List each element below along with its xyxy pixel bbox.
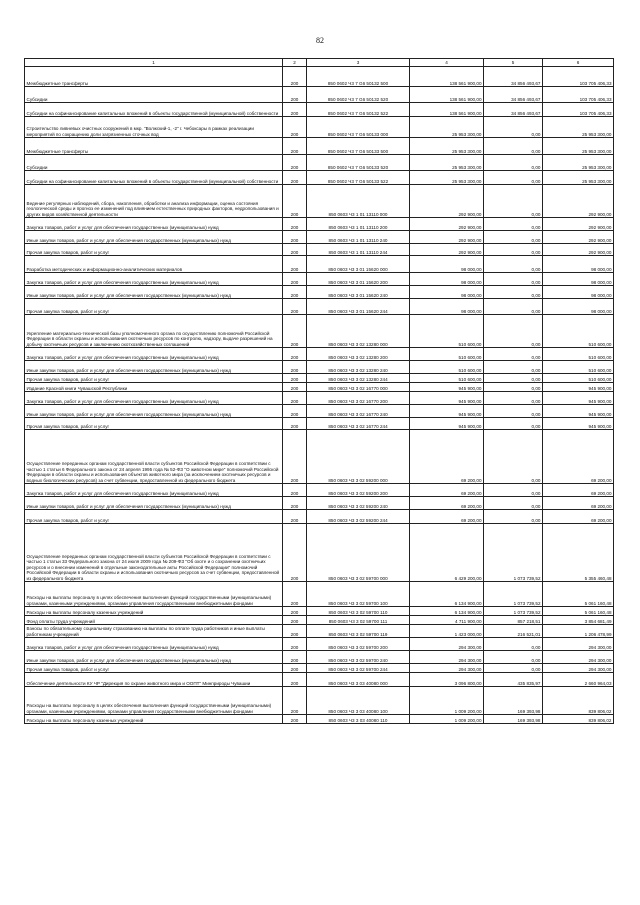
row-value-6: 294 300,00 xyxy=(543,651,614,664)
row-code: 850 0603 Ч3 3 02 59700 119 xyxy=(307,625,410,638)
row-name: Фонд оплаты труда учреждений xyxy=(25,616,283,625)
row-col2: 200 xyxy=(283,430,307,484)
row-value-4: 69 200,00 xyxy=(410,510,484,524)
row-value-4: 138 561 900,00 xyxy=(410,67,484,87)
row-value-5: 0,00 xyxy=(484,185,543,218)
table-row xyxy=(25,231,614,244)
row-name: Закупка товаров, работ и услуг для обеспечения государственных (муниципальных) нужд xyxy=(25,218,283,231)
row-value-4: 6 134 900,00 xyxy=(410,582,484,607)
table-row xyxy=(25,651,614,664)
row-col2: 200 xyxy=(283,607,307,616)
row-col2: 200 xyxy=(283,687,307,715)
table-row xyxy=(25,299,614,315)
budget-table xyxy=(24,58,614,724)
row-name: Прочая закупка товаров, работ и услуг xyxy=(25,664,283,673)
row-code: 850 0603 Ч3 3 02 13280 000 xyxy=(307,315,410,348)
row-value-4: 1 009 200,00 xyxy=(410,715,484,724)
table-row xyxy=(25,117,614,138)
row-value-6: 25 953 300,00 xyxy=(543,171,614,185)
row-value-5: 0,00 xyxy=(484,383,543,392)
row-value-5: 0,00 xyxy=(484,374,543,383)
row-name: Расходы на выплаты персоналу казенных учреждений xyxy=(25,715,283,724)
table-row xyxy=(25,524,614,582)
row-code: 850 0603 Ч3 3 02 16770 000 xyxy=(307,383,410,392)
row-value-5: 0,00 xyxy=(484,286,543,299)
row-name: Иные закупки товаров, работ и услуг для обеспечения государственных (муниципальных) нужд xyxy=(25,405,283,418)
row-name: Осуществление переданных органам государственной власти субъектов Российской Федерации в соответствии с частью 1 статьи 6 Федерального закона от 24 апреля 1995 года № 52-ФЗ "О животном мире" полномочий Российской Федерации в области охраны и использования объектов животного мира (за исключением охотничьих ресурсов и водных биологических ресурсов) за счет субвенции, предоставленной из федерального бюджета xyxy=(25,430,283,484)
row-value-6: 294 300,00 xyxy=(543,638,614,651)
row-col2: 200 xyxy=(283,218,307,231)
row-value-4: 510 600,00 xyxy=(410,315,484,348)
row-code: 850 0603 Ч3 3 02 59200 200 xyxy=(307,484,410,497)
row-value-5: 0,00 xyxy=(484,348,543,361)
row-value-6: 98 000,00 xyxy=(543,256,614,273)
row-code: 850 0603 Ч3 3 02 59700 000 xyxy=(307,524,410,582)
row-name: Закупка товаров, работ и услуг для обеспечения государственных (муниципальных) нужд xyxy=(25,484,283,497)
row-value-5: 169 393,98 xyxy=(484,687,543,715)
page-number: 82 xyxy=(316,36,324,45)
row-col2: 200 xyxy=(283,497,307,510)
row-code: 850 0603 Ч3 3 02 59700 244 xyxy=(307,664,410,673)
row-name: Строительство ливневых очистных сооружений в мкр. "Волжский-1, -2" г. Чебоксары в рамках реализации мероприятий по сокращению доли загрязненных сточных вод xyxy=(25,117,283,138)
row-name: Прочая закупка товаров, работ и услуг xyxy=(25,299,283,315)
row-code: 850 0603 Ч3 3 02 59700 240 xyxy=(307,651,410,664)
row-code: 850 0603 Ч3 3 02 59700 200 xyxy=(307,638,410,651)
row-name: Ведение регулярных наблюдений, сбора, накопления, обработки и анализа информации, оценка состояния геологической среды и прогноз ее изменений под влиянием естественных природных факторов, недропользования и других видов хозяйственной деятельности xyxy=(25,185,283,218)
row-code: 850 0603 Ч3 3 02 16770 240 xyxy=(307,405,410,418)
header-cell: 2 xyxy=(283,59,307,67)
row-code: 850 0603 Ч3 1 01 13110 000 xyxy=(307,185,410,218)
row-value-6: 98 000,00 xyxy=(543,273,614,286)
table-row xyxy=(25,87,614,103)
row-col2: 200 xyxy=(283,286,307,299)
row-value-4: 945 900,00 xyxy=(410,383,484,392)
row-col2: 200 xyxy=(283,273,307,286)
table-row xyxy=(25,138,614,155)
row-name: Субсидии на софинансирование капитальных вложений в объекты государственной (муниципальной) собственности xyxy=(25,103,283,117)
row-code: 850 0603 Ч3 3 02 59700 110 xyxy=(307,607,410,616)
row-name: Обеспечение деятельности КУ ЧР "Дирекция по охране животного мира и ООПТ" Минприроды Чувашии xyxy=(25,673,283,687)
row-name: Расходы на выплаты персоналу в целях обеспечения выполнения функций государственными (муниципальными) органами, казенными учреждениями, органами управления государственными внебюджетными фондами xyxy=(25,687,283,715)
row-value-6: 510 600,00 xyxy=(543,374,614,383)
table-row xyxy=(25,155,614,171)
row-name: Межбюджетные трансферты xyxy=(25,138,283,155)
row-col2: 200 xyxy=(283,138,307,155)
row-code: 850 0603 Ч3 3 03 40080 100 xyxy=(307,687,410,715)
row-col2: 200 xyxy=(283,524,307,582)
row-value-5: 0,00 xyxy=(484,484,543,497)
row-value-6: 3 854 681,49 xyxy=(543,616,614,625)
row-name: Субсидии xyxy=(25,155,283,171)
table-row xyxy=(25,664,614,673)
row-value-4: 510 600,00 xyxy=(410,374,484,383)
row-value-6: 5 355 460,48 xyxy=(543,524,614,582)
row-name: Расходы на выплаты персоналу казенных учреждений xyxy=(25,607,283,616)
row-value-6: 25 953 300,00 xyxy=(543,138,614,155)
row-code: 850 0603 Ч3 3 02 13280 200 xyxy=(307,348,410,361)
row-value-5: 857 218,51 xyxy=(484,616,543,625)
row-code: 850 0603 Ч3 3 01 15620 244 xyxy=(307,299,410,315)
row-col2: 200 xyxy=(283,87,307,103)
row-value-5: 0,00 xyxy=(484,418,543,430)
row-code: 850 0603 Ч3 3 02 16770 244 xyxy=(307,418,410,430)
table-row xyxy=(25,687,614,715)
row-value-5: 0,00 xyxy=(484,638,543,651)
row-value-6: 25 953 300,00 xyxy=(543,117,614,138)
table-row xyxy=(25,673,614,687)
row-value-6: 25 953 300,00 xyxy=(543,155,614,171)
row-name: Иные закупки товаров, работ и услуг для обеспечения государственных (муниципальных) нужд xyxy=(25,651,283,664)
row-name: Закупка товаров, работ и услуг для обеспечения государственных (муниципальных) нужд xyxy=(25,392,283,405)
table-row xyxy=(25,638,614,651)
row-code: 850 0603 Ч3 1 01 13110 200 xyxy=(307,218,410,231)
row-name: Закупка товаров, работ и услуг для обеспечения государственных (муниципальных) нужд xyxy=(25,348,283,361)
row-code: 850 0602 Ч3 7 G6 50132 520 xyxy=(307,87,410,103)
row-code: 850 0603 Ч3 3 01 15620 200 xyxy=(307,273,410,286)
row-name: Иные закупки товаров, работ и услуг для обеспечения государственных (муниципальных) нужд xyxy=(25,231,283,244)
row-value-6: 103 705 406,33 xyxy=(543,67,614,87)
row-code: 850 0603 Ч3 3 02 59200 244 xyxy=(307,510,410,524)
row-value-4: 292 900,00 xyxy=(410,218,484,231)
table-row xyxy=(25,616,614,625)
row-code: 850 0603 Ч3 3 02 13280 244 xyxy=(307,374,410,383)
row-name: Издание Красной книги Чувашской Республики xyxy=(25,383,283,392)
header-cell: 1 xyxy=(25,59,283,67)
row-value-6: 103 705 406,33 xyxy=(543,87,614,103)
row-code: 850 0602 Ч3 7 G6 50133 522 xyxy=(307,171,410,185)
row-value-6: 510 600,00 xyxy=(543,348,614,361)
row-name: Иные закупки товаров, работ и услуг для обеспечения государственных (муниципальных) нужд xyxy=(25,361,283,374)
row-value-5: 0,00 xyxy=(484,315,543,348)
row-value-5: 0,00 xyxy=(484,405,543,418)
row-value-6: 945 900,00 xyxy=(543,405,614,418)
row-value-4: 510 600,00 xyxy=(410,348,484,361)
row-col2: 200 xyxy=(283,117,307,138)
row-value-6: 98 000,00 xyxy=(543,286,614,299)
table-row xyxy=(25,392,614,405)
row-col2: 200 xyxy=(283,651,307,664)
row-name: Расходы на выплаты персоналу в целях обеспечения выполнения функций государственными (муниципальными) органами, казенными учреждениями, органами управления государственными внебюджетными фондами xyxy=(25,582,283,607)
row-value-4: 3 096 800,00 xyxy=(410,673,484,687)
row-col2: 200 xyxy=(283,418,307,430)
table-row xyxy=(25,67,614,87)
row-code: 850 0603 Ч3 3 02 59700 100 xyxy=(307,582,410,607)
row-code: 850 0602 Ч3 7 G6 50133 520 xyxy=(307,155,410,171)
row-value-4: 69 200,00 xyxy=(410,497,484,510)
row-col2: 200 xyxy=(283,244,307,256)
row-value-5: 1 073 739,52 xyxy=(484,582,543,607)
table-row xyxy=(25,103,614,117)
row-code: 850 0602 Ч3 7 G6 50132 522 xyxy=(307,103,410,117)
row-value-5: 1 073 739,52 xyxy=(484,524,543,582)
row-value-5: 0,00 xyxy=(484,430,543,484)
row-value-5: 34 856 493,67 xyxy=(484,87,543,103)
row-value-4: 98 000,00 xyxy=(410,256,484,273)
row-value-4: 945 900,00 xyxy=(410,392,484,405)
row-code: 850 0603 Ч3 3 03 40080 000 xyxy=(307,673,410,687)
header-cell: 4 xyxy=(410,59,484,67)
row-value-6: 98 000,00 xyxy=(543,299,614,315)
row-value-5: 34 856 493,67 xyxy=(484,103,543,117)
row-value-6: 5 061 160,48 xyxy=(543,607,614,616)
table-row xyxy=(25,510,614,524)
row-name: Закупка товаров, работ и услуг для обеспечения государственных (муниципальных) нужд xyxy=(25,273,283,286)
row-col2: 200 xyxy=(283,361,307,374)
row-col2: 200 xyxy=(283,315,307,348)
row-col2: 200 xyxy=(283,664,307,673)
table-row xyxy=(25,405,614,418)
row-value-5: 0,00 xyxy=(484,651,543,664)
row-col2: 200 xyxy=(283,103,307,117)
table-row xyxy=(25,418,614,430)
row-col2: 200 xyxy=(283,392,307,405)
row-col2: 200 xyxy=(283,67,307,87)
row-value-6: 839 806,02 xyxy=(543,715,614,724)
row-code: 850 0603 Ч3 3 03 40080 110 xyxy=(307,715,410,724)
row-col2: 200 xyxy=(283,231,307,244)
row-col2: 200 xyxy=(283,638,307,651)
row-code: 850 0603 Ч3 1 01 13110 240 xyxy=(307,231,410,244)
table-row xyxy=(25,256,614,273)
row-value-5: 34 856 493,67 xyxy=(484,67,543,87)
row-value-5: 0,00 xyxy=(484,171,543,185)
row-col2: 200 xyxy=(283,374,307,383)
row-code: 850 0603 Ч3 3 02 59700 111 xyxy=(307,616,410,625)
row-col2: 200 xyxy=(283,405,307,418)
row-name: Прочая закупка товаров, работ и услуг xyxy=(25,244,283,256)
row-value-6: 294 300,00 xyxy=(543,664,614,673)
row-value-6: 69 200,00 xyxy=(543,497,614,510)
row-name: Осуществление переданных органам государственной власти субъектов Российской Федерации в соответствии с частью 1 статьи 33 Федерального закона от 24 июля 2009 года № 209-ФЗ "Об охоте и о сохранении охотничьих ресурсов и о внесении изменений в отдельные законодательные акты Российской Федерации" полномочий Российской Федерации в области охраны и использования охотничьих ресурсов за счет субвенции, предоставленной из федерального бюджета xyxy=(25,524,283,582)
row-value-5: 0,00 xyxy=(484,155,543,171)
row-value-6: 1 206 478,99 xyxy=(543,625,614,638)
row-name: Прочая закупка товаров, работ и услуг xyxy=(25,374,283,383)
row-code: 850 0603 Ч3 3 02 59200 000 xyxy=(307,430,410,484)
table-row xyxy=(25,484,614,497)
row-value-4: 98 000,00 xyxy=(410,286,484,299)
row-value-6: 2 660 964,03 xyxy=(543,673,614,687)
row-col2: 200 xyxy=(283,616,307,625)
header-cell: 5 xyxy=(484,59,543,67)
row-value-4: 294 300,00 xyxy=(410,651,484,664)
table-row xyxy=(25,315,614,348)
table-row xyxy=(25,185,614,218)
row-code: 850 0603 Ч3 1 01 13110 244 xyxy=(307,244,410,256)
row-value-4: 292 900,00 xyxy=(410,244,484,256)
row-value-4: 25 953 300,00 xyxy=(410,138,484,155)
row-value-5: 0,00 xyxy=(484,231,543,244)
row-value-6: 69 200,00 xyxy=(543,484,614,497)
row-value-6: 510 600,00 xyxy=(543,361,614,374)
row-value-4: 69 200,00 xyxy=(410,484,484,497)
row-name: Закупка товаров, работ и услуг для обеспечения государственных (муниципальных) нужд xyxy=(25,638,283,651)
table-row xyxy=(25,383,614,392)
row-col2: 200 xyxy=(283,299,307,315)
row-col2: 200 xyxy=(283,582,307,607)
row-value-4: 945 900,00 xyxy=(410,418,484,430)
row-code: 850 0603 Ч3 3 02 13280 240 xyxy=(307,361,410,374)
row-value-4: 138 561 900,00 xyxy=(410,103,484,117)
table-header-row xyxy=(25,59,614,67)
row-code: 850 0603 Ч3 3 02 59200 240 xyxy=(307,497,410,510)
row-value-4: 98 000,00 xyxy=(410,299,484,315)
row-code: 850 0603 Ч3 3 01 15620 000 xyxy=(307,256,410,273)
row-value-6: 292 900,00 xyxy=(543,185,614,218)
row-value-5: 169 393,98 xyxy=(484,715,543,724)
row-name: Межбюджетные трансферты xyxy=(25,67,283,87)
row-col2: 200 xyxy=(283,348,307,361)
row-value-4: 292 900,00 xyxy=(410,231,484,244)
row-value-4: 69 200,00 xyxy=(410,430,484,484)
row-value-6: 292 900,00 xyxy=(543,231,614,244)
header-cell: 6 xyxy=(543,59,614,67)
row-value-6: 292 900,00 xyxy=(543,218,614,231)
row-value-4: 510 600,00 xyxy=(410,361,484,374)
row-value-4: 945 900,00 xyxy=(410,405,484,418)
row-value-4: 25 953 300,00 xyxy=(410,117,484,138)
row-col2: 200 xyxy=(283,673,307,687)
row-value-4: 1 009 200,00 xyxy=(410,687,484,715)
row-value-6: 945 900,00 xyxy=(543,383,614,392)
row-col2: 200 xyxy=(283,171,307,185)
table-row xyxy=(25,497,614,510)
row-value-5: 0,00 xyxy=(484,361,543,374)
row-col2: 200 xyxy=(283,510,307,524)
row-value-4: 25 953 300,00 xyxy=(410,155,484,171)
row-value-6: 945 900,00 xyxy=(543,418,614,430)
row-value-5: 0,00 xyxy=(484,392,543,405)
row-col2: 200 xyxy=(283,256,307,273)
row-value-5: 0,00 xyxy=(484,138,543,155)
table-row xyxy=(25,286,614,299)
row-value-6: 69 200,00 xyxy=(543,510,614,524)
row-col2: 200 xyxy=(283,185,307,218)
row-value-5: 0,00 xyxy=(484,256,543,273)
row-value-5: 0,00 xyxy=(484,273,543,286)
row-code: 850 0602 Ч3 7 G6 50132 500 xyxy=(307,67,410,87)
row-value-4: 25 953 300,00 xyxy=(410,171,484,185)
row-name: Иные закупки товаров, работ и услуг для обеспечения государственных (муниципальных) нужд xyxy=(25,286,283,299)
row-name: Разработка методических и информационно-аналитических материалов xyxy=(25,256,283,273)
row-value-6: 69 200,00 xyxy=(543,430,614,484)
row-code: 850 0603 Ч3 3 01 15620 240 xyxy=(307,286,410,299)
row-name: Субсидии xyxy=(25,87,283,103)
row-col2: 200 xyxy=(283,625,307,638)
table-row xyxy=(25,430,614,484)
row-col2: 200 xyxy=(283,155,307,171)
row-value-5: 0,00 xyxy=(484,117,543,138)
table-row xyxy=(25,715,614,724)
row-name: Субсидии на софинансирование капитальных вложений в объекты государственной (муниципальной) собственности xyxy=(25,171,283,185)
row-code: 850 0602 Ч3 7 G6 50133 000 xyxy=(307,117,410,138)
row-code: 850 0602 Ч3 7 G6 50133 500 xyxy=(307,138,410,155)
row-value-5: 0,00 xyxy=(484,244,543,256)
row-value-6: 103 705 406,33 xyxy=(543,103,614,117)
row-value-6: 5 061 160,48 xyxy=(543,582,614,607)
row-name: Прочая закупка товаров, работ и услуг xyxy=(25,510,283,524)
row-value-6: 510 600,00 xyxy=(543,315,614,348)
table-row xyxy=(25,361,614,374)
table-row xyxy=(25,625,614,638)
row-name: Взносы по обязательному социальному страхованию на выплаты по оплате труда работников и иные выплаты работникам учреждений xyxy=(25,625,283,638)
row-value-6: 292 900,00 xyxy=(543,244,614,256)
table-row xyxy=(25,244,614,256)
row-value-4: 1 423 000,00 xyxy=(410,625,484,638)
table-row xyxy=(25,607,614,616)
row-value-6: 945 900,00 xyxy=(543,392,614,405)
row-value-4: 6 429 200,00 xyxy=(410,524,484,582)
row-value-4: 98 000,00 xyxy=(410,273,484,286)
table-row xyxy=(25,273,614,286)
row-value-4: 138 561 900,00 xyxy=(410,87,484,103)
row-value-4: 6 134 900,00 xyxy=(410,607,484,616)
row-value-4: 294 300,00 xyxy=(410,638,484,651)
row-value-5: 0,00 xyxy=(484,497,543,510)
table-row xyxy=(25,374,614,383)
row-name: Иные закупки товаров, работ и услуг для обеспечения государственных (муниципальных) нужд xyxy=(25,497,283,510)
row-value-5: 435 835,97 xyxy=(484,673,543,687)
header-cell: 3 xyxy=(307,59,410,67)
row-value-6: 839 806,02 xyxy=(543,687,614,715)
row-value-5: 216 521,01 xyxy=(484,625,543,638)
row-value-5: 0,00 xyxy=(484,299,543,315)
table-row xyxy=(25,218,614,231)
row-col2: 200 xyxy=(283,383,307,392)
table-row xyxy=(25,348,614,361)
row-col2: 200 xyxy=(283,484,307,497)
row-col2: 200 xyxy=(283,715,307,724)
row-name: Прочая закупка товаров, работ и услуг xyxy=(25,418,283,430)
row-value-5: 0,00 xyxy=(484,664,543,673)
row-name: Укрепление материально-технической базы уполномоченного органа по осуществлению полномочий Российской Федерации в области охраны и использования охотничьих ресурсов по контролю, надзору, выдаче разрешений на добычу охотничьих ресурсов и заключению охотхозяйственных соглашений xyxy=(25,315,283,348)
row-value-4: 4 711 900,00 xyxy=(410,616,484,625)
table-row xyxy=(25,582,614,607)
row-value-5: 1 073 739,52 xyxy=(484,607,543,616)
row-value-5: 0,00 xyxy=(484,218,543,231)
row-value-4: 292 900,00 xyxy=(410,185,484,218)
row-code: 850 0603 Ч3 3 02 16770 200 xyxy=(307,392,410,405)
row-value-4: 294 300,00 xyxy=(410,664,484,673)
row-value-5: 0,00 xyxy=(484,510,543,524)
table-row xyxy=(25,171,614,185)
